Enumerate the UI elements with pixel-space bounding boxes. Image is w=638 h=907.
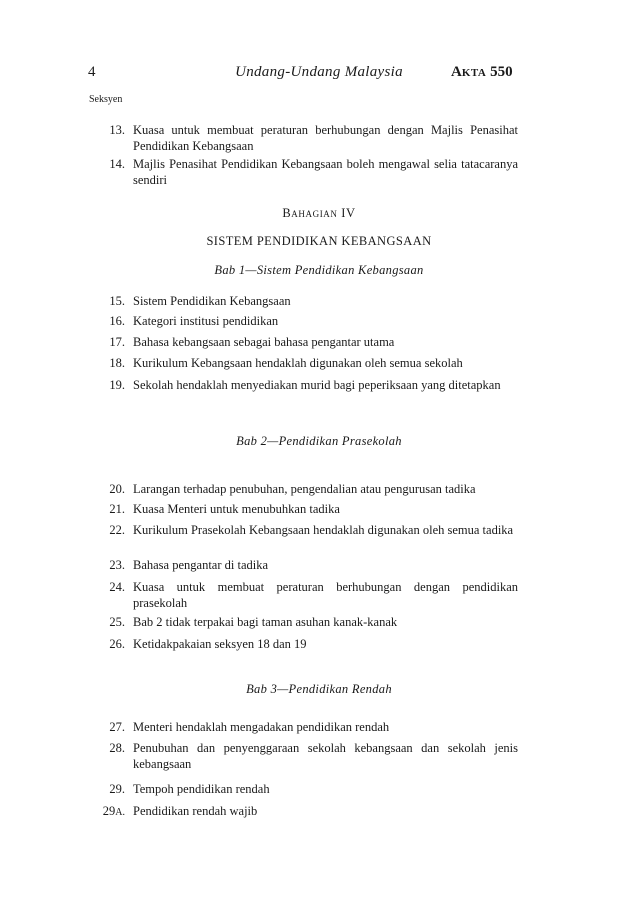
section-title: Kuasa Menteri untuk menubuhkan tadika [133,502,340,516]
section-number: 16. [109,314,125,328]
section-title: Pendidikan rendah wajib [133,804,258,818]
section-title: Menteri hendaklah mengadakan pendidikan rendah [133,720,390,734]
section-title: Kuasa untuk membuat peraturan berhubungan dengan pendidikan prasekolah [133,580,518,610]
section-title: Sistem Pendidikan Kebangsaan [133,294,291,308]
part-label: Bahagian IV [282,206,356,220]
section-title: Kategori institusi pendidikan [133,314,279,328]
section-title: Kurikulum Kebangsaan hendaklah digunakan oleh semua sekolah [133,356,463,370]
section-number: 13. [109,123,125,137]
section-number: 26. [109,637,125,651]
section-number: 19. [109,378,125,392]
section-title: Kuasa untuk membuat peraturan berhubungan dengan Majlis Penasihat Pendidikan Kebangsaan [133,123,518,153]
section-title: Penubuhan dan penyenggaraan sekolah kebangsaan dan sekolah jenis kebangsaan [133,741,518,771]
section-title: Tempoh pendidikan rendah [133,782,270,796]
page-number: 4 [88,64,96,80]
page-header [0,64,638,86]
section-number: 17. [109,335,125,349]
section-title: Kurikulum Prasekolah Kebangsaan hendaklah digunakan oleh semua tadika [133,523,514,537]
section-number: 29. [109,782,125,796]
part-title: SISTEM PENDIDIKAN KEBANGSAAN [206,234,432,248]
section-number: 20. [109,482,125,496]
column-label-seksyen: Seksyen [89,94,123,105]
section-title: Larangan terhadap penubuhan, pengendalian atau pengurusan tadika [133,482,476,496]
chapter-heading: Bab 2—Pendidikan Prasekolah [236,434,402,448]
section-number: 21. [109,502,125,516]
section-number: 14. [109,157,125,171]
section-number: 24. [109,580,125,594]
section-number: 28. [109,741,125,755]
section-number: 22. [109,523,125,537]
chapter-heading: Bab 1—Sistem Pendidikan Kebangsaan [214,263,424,277]
section-title: Bahasa pengantar di tadika [133,558,269,572]
section-title: Bab 2 tidak terpakai bagi taman asuhan kanak-kanak [133,615,398,629]
act-number: Akta 550 [451,64,513,80]
section-number: 27. [109,720,125,734]
section-title: Bahasa kebangsaan sebagai bahasa pengantar utama [133,335,395,349]
chapter-heading: Bab 3—Pendidikan Rendah [246,682,392,696]
section-number: 18. [109,356,125,370]
section-number: 29A. [102,804,125,818]
running-title: Undang-Undang Malaysia [235,64,403,80]
section-title: Sekolah hendaklah menyediakan murid bagi peperiksaan yang ditetapkan [133,378,501,392]
section-number: 23. [109,558,125,572]
section-number: 25. [109,615,125,629]
section-title: Ketidakpakaian seksyen 18 dan 19 [133,637,307,651]
section-title: Majlis Penasihat Pendidikan Kebangsaan boleh mengawal selia tatacaranya sendiri [133,157,518,187]
section-number: 15. [109,294,125,308]
